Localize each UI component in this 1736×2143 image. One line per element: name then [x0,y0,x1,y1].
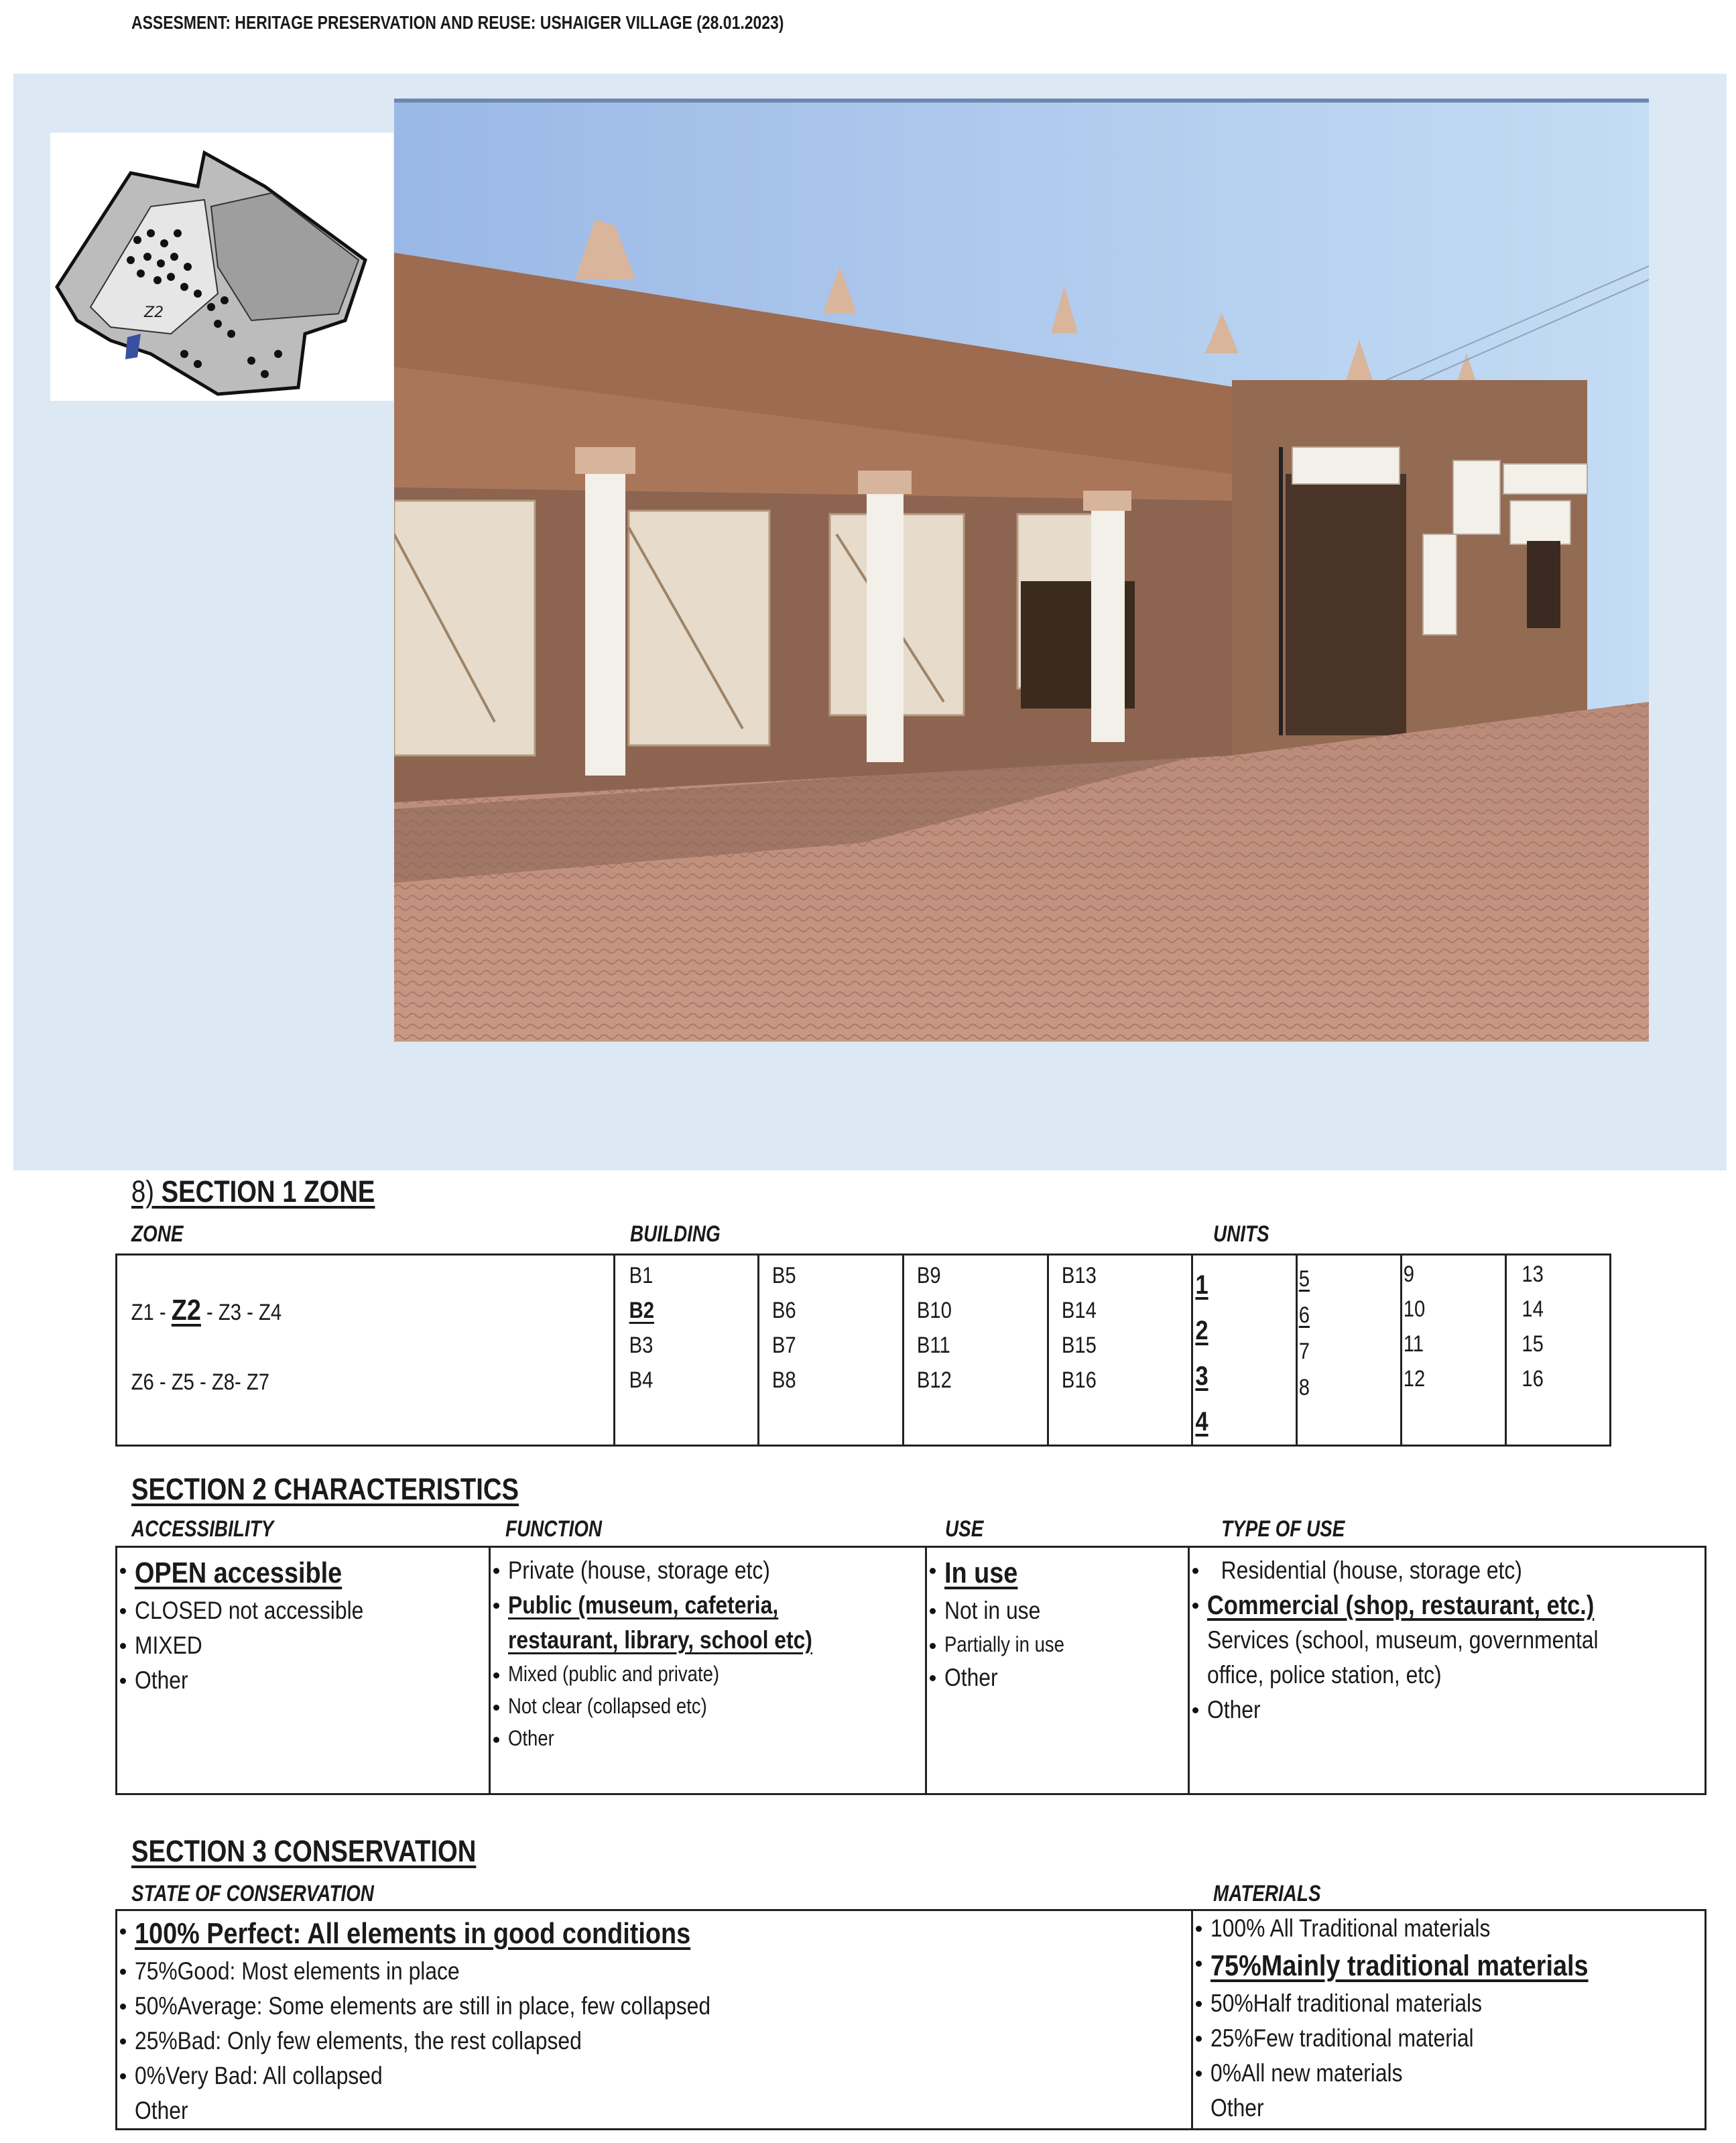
conservation-option-selected[interactable]: 100% Perfect: All elements in good conditions [120,1914,1191,1954]
unit-option[interactable]: 14 [1522,1296,1544,1322]
building-col-3 [903,1255,1048,1446]
building-option[interactable]: B14 [1061,1298,1097,1323]
arcade-photo-illustration [394,99,1649,1042]
function-cell [489,1547,926,1794]
characteristics-table [115,1546,1707,1795]
unit-option[interactable]: 10 [1403,1296,1426,1322]
function-option[interactable]: Mixed (public and private) [493,1658,926,1690]
use-header: USE [945,1516,984,1542]
building-col-2 [759,1255,904,1446]
type-of-use-option[interactable]: Services (school, museum, governmental [1207,1626,1599,1654]
conservation-option[interactable]: 50%Average: Some elements are still in place, few collapsed [120,1989,1191,2024]
materials-option-selected[interactable]: 75%Mainly traditional materials [1196,1946,1704,1986]
accessibility-option[interactable]: CLOSED not accessible [120,1593,489,1628]
building-option[interactable]: B7 [772,1333,796,1358]
conservation-option[interactable]: 25%Bad: Only few elements, the rest collapsed [120,2024,1191,2059]
section3-title: SECTION 3 CONSERVATION [131,1834,477,1868]
conservation-table [115,1909,1707,2130]
function-option-selected[interactable]: Public (museum, cafeteria, [493,1588,926,1623]
building-col-1 [614,1255,759,1446]
zone-row-2[interactable]: Z6 - Z5 - Z8- Z7 [131,1369,269,1395]
section2-title: SECTION 2 CHARACTERISTICS [131,1472,519,1506]
function-option[interactable]: Not clear (collapsed etc) [493,1690,926,1722]
accessibility-option-selected[interactable]: OPEN accessible [120,1553,489,1593]
units-col-1 [1192,1255,1297,1446]
function-option[interactable]: Private (house, storage etc) [493,1553,926,1588]
unit-option[interactable]: 5 [1298,1266,1310,1292]
zone-table [115,1253,1611,1447]
unit-option[interactable]: 15 [1522,1331,1544,1357]
materials-option[interactable]: 25%Few traditional material [1196,2021,1704,2056]
building-option[interactable]: B4 [629,1367,654,1393]
unit-option[interactable]: 6 [1298,1302,1310,1328]
unit-option[interactable]: 2 [1195,1316,1208,1345]
building-photo [394,99,1649,1042]
conservation-option[interactable]: 75%Good: Most elements in place [120,1954,1191,1989]
zone-header: ZONE [131,1221,184,1247]
zone-options-a[interactable]: Z1 - [131,1300,166,1325]
unit-option[interactable]: 16 [1522,1366,1544,1392]
unit-option[interactable]: 12 [1403,1366,1426,1392]
accessibility-cell [117,1547,490,1794]
type-of-use-option[interactable]: Residential (house, storage etc) [1192,1553,1704,1588]
building-option[interactable]: B6 [772,1298,796,1323]
materials-cell [1192,1910,1706,2130]
building-option[interactable]: B8 [772,1367,796,1393]
section1-number: 8) [131,1174,155,1209]
type-of-use-option[interactable]: Other [1192,1693,1704,1727]
building-option[interactable]: B3 [629,1333,654,1358]
type-of-use-cell [1189,1547,1706,1794]
building-option[interactable]: B5 [772,1263,796,1288]
unit-option[interactable]: 3 [1195,1361,1208,1391]
units-col-2 [1297,1255,1402,1446]
unit-option[interactable]: 4 [1195,1407,1208,1436]
materials-option[interactable]: 50%Half traditional materials [1196,1986,1704,2021]
building-option-selected[interactable]: B2 [629,1298,654,1323]
building-option[interactable]: B13 [1061,1263,1097,1288]
building-option[interactable]: B12 [916,1367,952,1393]
state-of-conservation-header: STATE OF CONSERVATION [131,1881,374,1906]
site-map-drawing [50,133,393,401]
conservation-option[interactable]: Other [135,2097,188,2124]
type-of-use-header: TYPE OF USE [1221,1516,1345,1542]
use-option[interactable]: Partially in use [930,1628,1188,1660]
site-map [50,133,393,401]
accessibility-option[interactable]: MIXED [120,1628,489,1663]
unit-option[interactable]: 1 [1195,1270,1208,1300]
use-option-selected[interactable]: In use [930,1553,1188,1593]
function-option-selected-cont[interactable]: restaurant, library, school etc) [507,1626,812,1654]
materials-header: MATERIALS [1213,1881,1321,1906]
units-col-4 [1505,1255,1610,1446]
building-option[interactable]: B15 [1061,1333,1097,1358]
svg-text:Z2: Z2 [144,304,164,321]
function-header: FUNCTION [505,1516,603,1542]
materials-option[interactable]: 0%All new materials [1196,2056,1704,2091]
conservation-option[interactable]: 0%Very Bad: All collapsed [120,2059,1191,2093]
document-title: ASSESMENT: HERITAGE PRESERVATION AND REUSE: USHAIGER VILLAGE (28.01.2023) [131,12,784,33]
accessibility-option[interactable]: Other [120,1663,489,1698]
building-header: BUILDING [630,1221,721,1247]
unit-option[interactable]: 13 [1522,1262,1544,1287]
use-cell [926,1547,1189,1794]
building-col-4 [1048,1255,1192,1446]
zone-option-z2-selected[interactable]: Z2 [171,1294,201,1327]
unit-option[interactable]: 11 [1403,1331,1424,1357]
accessibility-header: ACCESSIBILITY [131,1516,274,1542]
materials-option[interactable]: Other [1211,2094,1264,2122]
units-header: UNITS [1213,1221,1269,1247]
state-of-conservation-cell [117,1910,1192,2130]
units-col-3 [1401,1255,1505,1446]
use-option[interactable]: Other [930,1660,1188,1695]
building-option[interactable]: B10 [916,1298,952,1323]
unit-option[interactable]: 7 [1298,1339,1310,1364]
use-option[interactable]: Not in use [930,1593,1188,1628]
building-option[interactable]: B1 [629,1263,654,1288]
type-of-use-option-cont[interactable]: office, police station, etc) [1207,1661,1442,1689]
zone-options-b[interactable]: - Z3 - Z4 [206,1300,282,1325]
zone-row-1 [117,1256,544,1330]
unit-option[interactable]: 8 [1298,1375,1310,1400]
zone-cell [117,1255,615,1446]
function-option[interactable]: Other [493,1722,926,1754]
section1-title [131,1174,375,1209]
building-option[interactable]: B9 [916,1263,941,1288]
type-of-use-option-selected[interactable]: Commercial (shop, restaurant, etc.) [1192,1588,1704,1623]
building-option[interactable]: B11 [916,1333,950,1358]
building-option[interactable]: B16 [1061,1367,1097,1393]
materials-option[interactable]: 100% All Traditional materials [1196,1911,1704,1946]
section1-title-text: SECTION 1 ZONE [161,1174,375,1209]
unit-option[interactable]: 9 [1403,1262,1414,1287]
